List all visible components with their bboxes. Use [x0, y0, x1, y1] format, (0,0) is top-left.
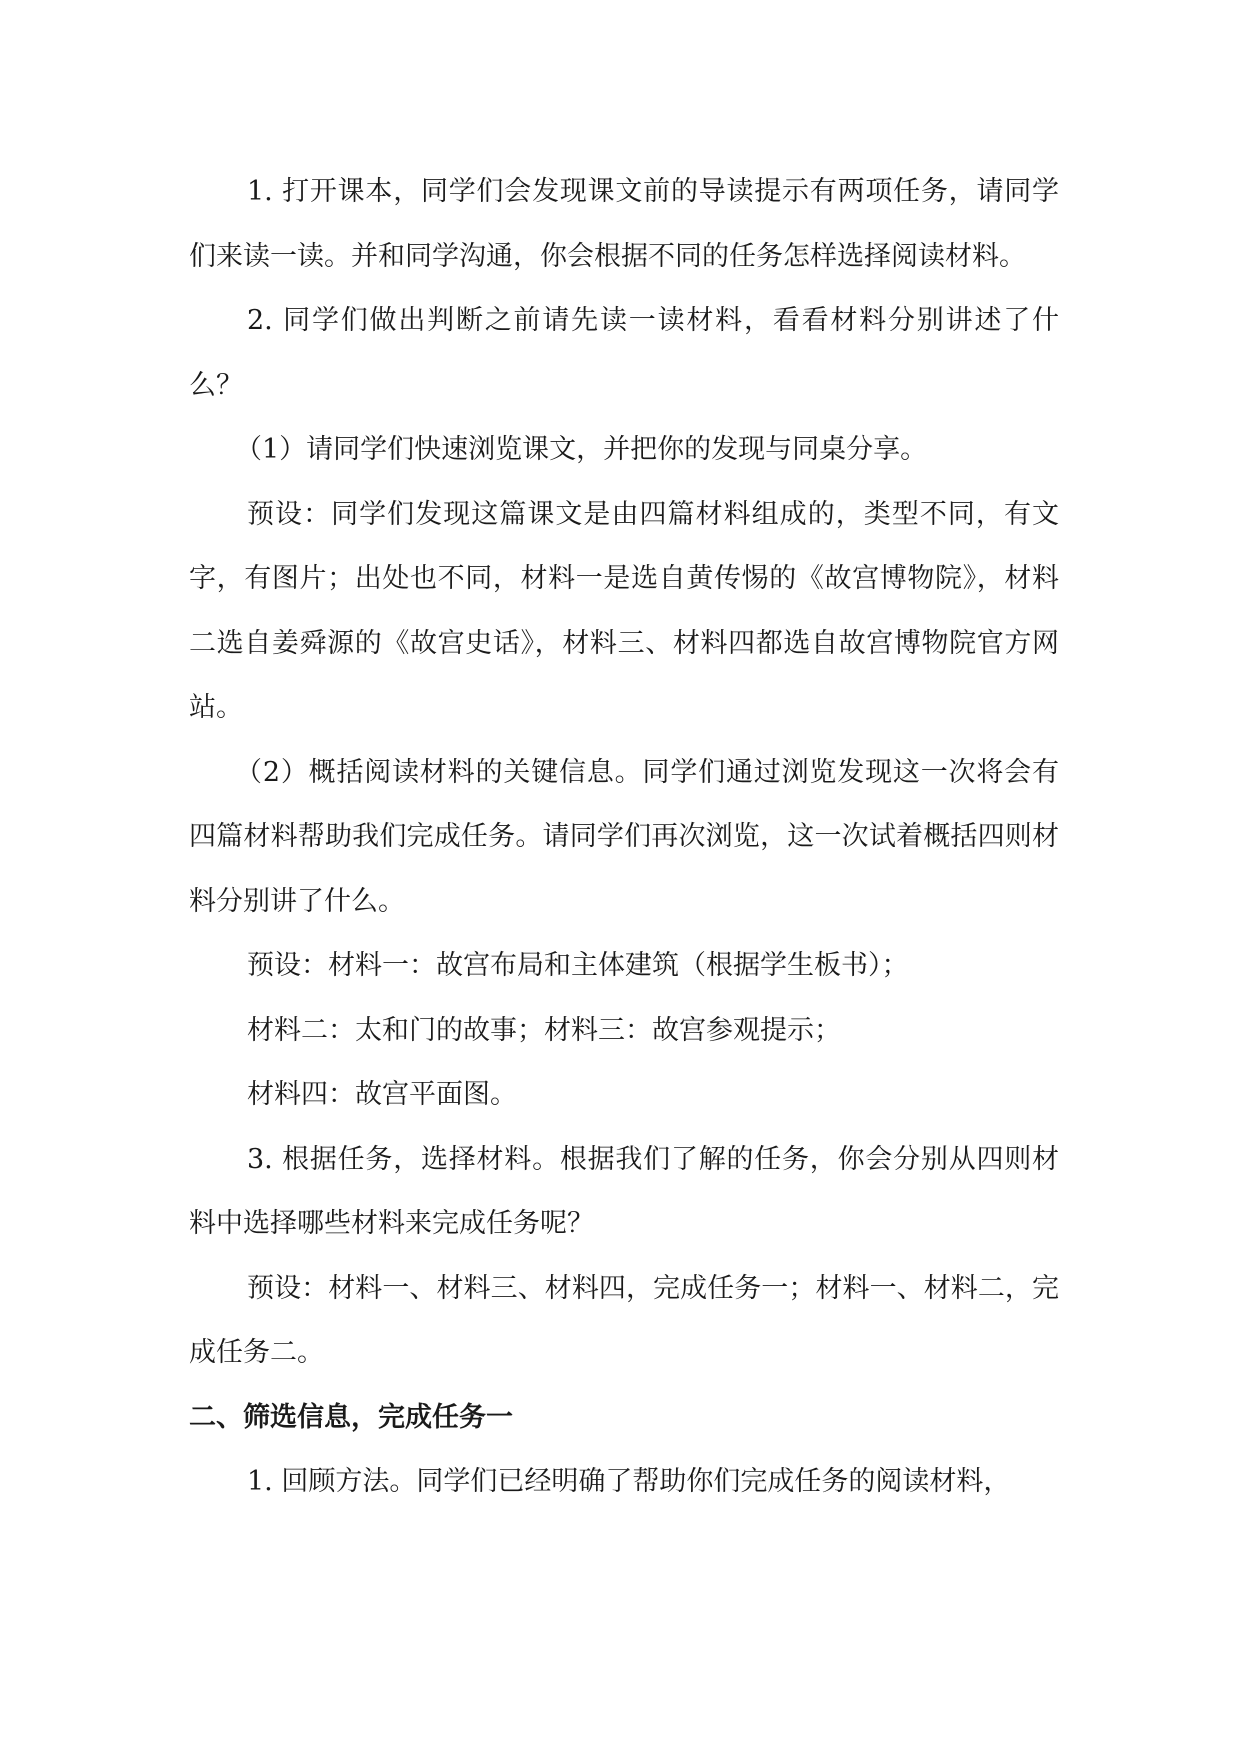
paragraph-material-two-three: 材料二：太和门的故事；材料三：故宫参观提示； — [247, 1014, 841, 1046]
section-heading: 二、筛选信息，完成任务一 — [189, 1401, 513, 1433]
paragraph-choose-materials: 3. 根据任务，选择材料。根据我们了解的任务，你会分别从四则材料中选择哪些材料来完成任务呢？ — [189, 1143, 1059, 1239]
paragraph-read-materials: 2. 同学们做出判断之前请先读一读材料，看看材料分别讲述了什么？ — [189, 305, 1059, 401]
paragraph-review-method: 1. 回顾方法。同学们已经明确了帮助你们完成任务的阅读材料， — [247, 1466, 1011, 1497]
paragraph-task-intro: 1. 打开课本，同学们会发现课文前的导读提示有两项任务，请同学们来读一读。并和同学沟通，你会根据不同的任务怎样选择阅读材料。 — [189, 176, 1059, 272]
paragraph-material-four: 材料四：故宫平面图。 — [247, 1079, 517, 1110]
paragraph-preset-material-one: 预设：材料一：故宫布局和主体建筑（根据学生板书）； — [247, 950, 909, 981]
paragraph-preset-sources: 预设：同学们发现这篇课文是由四篇材料组成的，类型不同，有文字，有图片；出处也不同，材料一是选自黄传惕的《故宫博物院》，材料二选自姜舜源的《故宫史话》，材料三、材料四都选自故宫博物院官方网站。 — [189, 498, 1059, 723]
paragraph-summarize-info: （2）概括阅读材料的关键信息。同学们通过浏览发现这一次将会有四篇材料帮助我们完成任务。请同学们再次浏览，这一次试着概括四则材料分别讲了什么。 — [189, 756, 1059, 917]
paragraph-preset-tasks: 预设：材料一、材料三、材料四，完成任务一；材料一、材料二，完成任务二。 — [189, 1272, 1059, 1368]
document-body — [189, 160, 1059, 1515]
paragraph-browse-text: （1）请同学们快速浏览课文，并把你的发现与同桌分享。 — [235, 434, 928, 465]
